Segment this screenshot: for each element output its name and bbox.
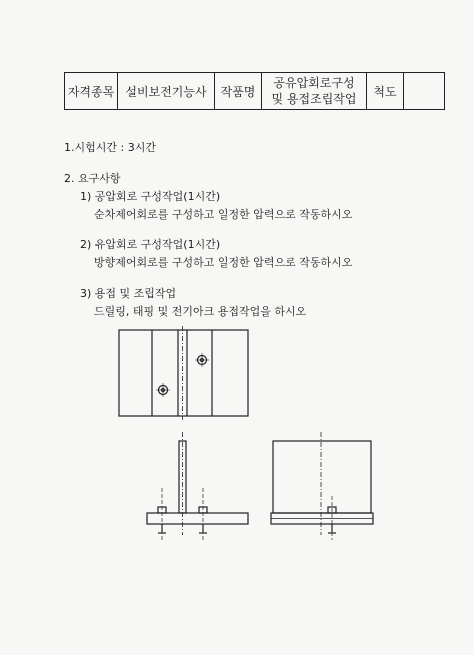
requirement-1-desc: 순차제어회로를 구성하고 일정한 압력으로 작동하시오 [94, 208, 353, 221]
requirement-3-title: 3) 용접 및 조립작업 [80, 287, 177, 300]
requirement-3-desc: 드릴링, 태핑 및 전기아크 용접작업을 하시오 [94, 305, 307, 318]
work-name-line1: 공유압회로구성 [273, 76, 355, 90]
scale-label: 척도 [367, 73, 404, 110]
requirements-heading: 2. 요구사항 [64, 172, 121, 185]
work-name-line2: 및 용접조립작업 [271, 92, 357, 106]
requirement-2-desc: 방향제어회로를 구성하고 일정한 압력으로 작동하시오 [94, 256, 353, 269]
work-name-label: 작품명 [215, 73, 262, 110]
requirement-2-title: 2) 유압회로 구성작업(1시간) [80, 238, 221, 251]
front-view [147, 432, 248, 540]
plan-view [119, 326, 248, 420]
hole-symbol-lower [156, 383, 170, 397]
qualification-value: 설비보전기능사 [118, 73, 215, 110]
side-view [271, 432, 373, 540]
hole-symbol-upper [195, 353, 209, 367]
requirement-1-title: 1) 공압회로 구성작업(1시간) [80, 190, 221, 203]
exam-time: 1.시험시간 : 3시간 [64, 141, 156, 154]
qualification-label: 자격종목 [65, 73, 118, 110]
